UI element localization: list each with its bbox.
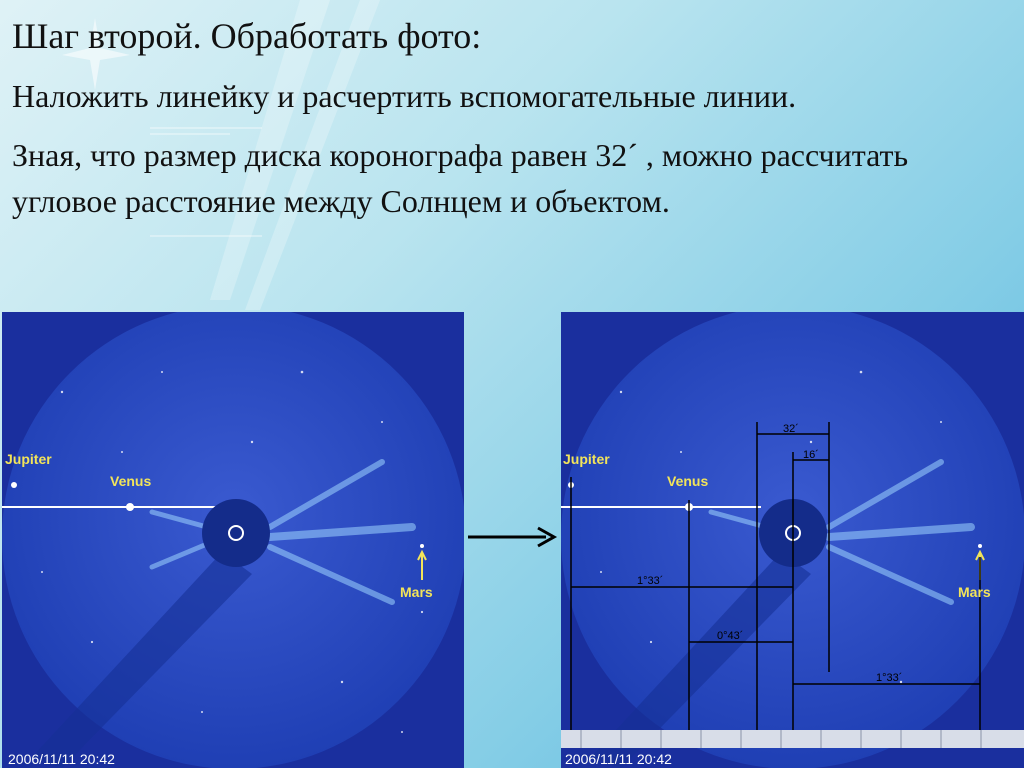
timestamp: 2006/11/11 20:42 [8,751,115,767]
dim-label-16: 16´ [803,449,819,461]
explanation-paragraph: Зная, что размер диска коронографа равен 32´ , можно рассчитать угловое расстояние между Солнцем и объектом. [12,137,909,219]
dim-label-mars: 1°33´ [876,672,903,684]
dim-label-venus: 0°43´ [717,630,744,642]
dim-label-jupiter: 1°33´ [637,575,664,587]
label-mars: Mars [400,584,433,600]
dim-label-32: 32´ [783,423,799,435]
instruction-line: Наложить линейку и расчертить вспомогательные линии. [12,78,797,114]
right-arrow-icon [466,522,560,552]
label-jupiter: Jupiter [5,451,52,467]
label-jupiter: Jupiter [563,451,610,467]
slide-title: Шаг второй. Обработать фото: [12,16,482,56]
label-mars: Mars [958,584,991,600]
coronagraph-image-measured [561,312,1024,768]
label-venus: Venus [110,473,152,489]
label-venus: Venus [667,473,709,489]
timestamp: 2006/11/11 20:42 [565,751,672,767]
coronagraph-image-original [2,312,464,768]
